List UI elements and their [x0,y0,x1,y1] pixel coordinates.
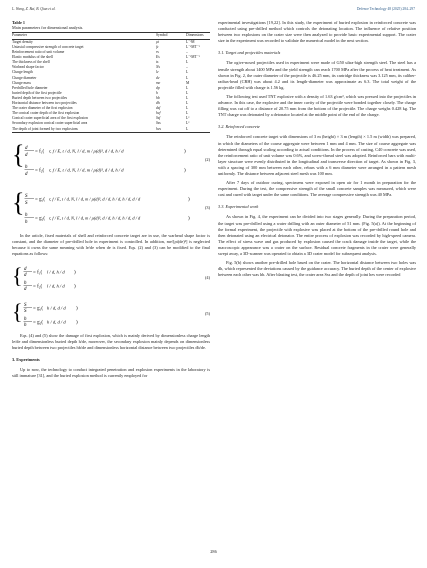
parameter-cell: Charge length [12,70,33,75]
svg-text:{: { [12,139,25,169]
svg-text:= f₁(: = f₁( [33,270,43,276]
parameter-cell: Warhead shape factor [12,65,44,70]
equation-2 [12,139,210,181]
table-title: Main parameters for dimensional analysis. [12,25,84,31]
svg-text:d: d [25,145,28,151]
symbol-cell: me [156,80,161,85]
dimensions-cell: L [186,127,210,133]
parameter-cell: The thickness of the shell [12,60,50,65]
paragraph-concrete-target: The reinforced concrete target with dimensions of 3 m (height) × 3 m (length) × 1.5 m (width) was prepared, in which the diameters of the coarse aggregate were between 1 mm and 4 mm. The size of coarse aggregate was determined through equal scaling according to actual conditions. In the process of casting, C40 concrete was used, the reinforcement ratio of unit volume was 0.6%, and screw-thread steel was adopted. Reinforced bars with multi-layer structure were evenly distributed in the longitudinal and transverse direction of target. As shown in Fig. 3, with a spacing of 300 mm between each other, rebars with a 6 mm diameter were arranged in a pattern mesh uniformly. The distance between adjacent steel mesh was 100 mm. [218,134,416,176]
paragraph-experiments-intro: Up to now, the technology to conduct integrated penetration and explosion experiments in the laboratory is still immature [31], and the buried explosion method is currently employed for [12,367,210,379]
parameter-cell: buried depth of the first projectile [12,90,62,95]
symbol-cell: Es [156,55,160,60]
dimensions-cell: L [186,101,189,106]
paragraph-experimental-work: As shown in Fig. 4, the experiment can be divided into two stages generally. During the preparation period, the target was pre-drilled using a water drilling with an outer diameter of 51 mm. (Fig. 5(a)). At the beginning of the formal experiment, the projectile with explosive was placed at the bottom of the pre-drilled round hole and then detonated using an electrical detonator. The entire process of explosion was recorded by high-speed camera. The effect of stress wave and gas produced by explosion caused the crack damage inside the target, while the macroscopic appearance was a crater on the surface. Residual concrete fragments in the crater were generally swept away, a 3D-scanner was operated to obtain a 3D crater model for subsequent analysis. [218,214,416,256]
paragraph-explosive: The following test used TNT explosive with a density of 1.63 g/cm³, which was pressed into the projectiles in advance. In this case, the explosive and the inner cavity of the projectile were bonded together closely. The charge filling was cut off to a distance of 20.75 mm from the bottom of the projectile. The charge weighs 0.428 kg. The TNT charge was detonated by a detonator located at the middle point of the end of the charge. [218,93,416,118]
symbol-cell: ρt [156,39,159,44]
subsection-3-2-heading: 3.2. Reinforced concrete [218,124,260,130]
equation-5 [12,299,210,329]
svg-text:): ) [76,320,78,326]
symbol-cell: hes [156,127,186,133]
equation-3-number: (3) [204,204,210,210]
svg-text:{: { [12,187,25,217]
svg-text:): ) [188,216,190,222]
header-parameter: Parameter [12,32,156,39]
parameter-cell: Charge diameter [12,75,37,80]
parameter-cell: The depth of joint formed by two explosions [12,127,156,133]
svg-text:r, f / E, t / d, N, l / d, m /: r, f / E, t / d, N, l / d, m / ρ(d)³, d / d, h / d [49,148,124,154]
dimensions-cell: – [186,50,188,55]
parameter-cell: The conical crater depth of the first explosion [12,111,80,116]
table-caption [12,20,210,31]
svg-text:d: d [25,152,28,158]
svg-text:h: h [24,280,27,286]
svg-text:h / d, d / d: h / d, d / d [47,319,66,325]
svg-text:{: { [12,262,23,288]
parameter-cell: Target density [12,39,33,44]
dimensions-cell: L⁻¹MT⁻² [186,45,200,49]
symbol-cell: dh [156,101,160,106]
dimensions-cell: L [186,75,189,80]
equation-4-graphic [12,263,132,293]
table-label: Table 1 [12,20,25,25]
parameter-cell: Horizontal distance between two projectiles [12,101,77,106]
svg-text:r, f / E, t / d, N, l / d, m /: r, f / E, t / d, N, l / d, m / ρ(d)³, d / d, h / d, h / d, d / d [49,196,141,202]
svg-text:{: { [12,298,23,324]
equation-3 [12,187,210,229]
dimensions-cell: L⁻³M [186,39,195,44]
symbol-cell: dp [156,85,160,90]
table-row [12,127,210,133]
svg-text:h: h [24,316,27,322]
svg-text:d: d [24,266,27,272]
svg-text:= f₂(: = f₂( [33,284,43,290]
parameters-table [12,32,210,133]
parameter-cell: Conical crater superficial area of the first explosion [12,116,88,121]
symbol-cell: dsf [156,106,161,111]
parameter-cell: Charge mass [12,80,31,85]
dimensions-cell: L [186,60,189,65]
svg-text:): ) [74,284,76,290]
dimensions-cell: – [186,65,188,70]
paragraph-final-equations: In the article, fixed materials of shell and reinforced concrete target are in use, the warhead shape factor is constant, and the diameter of pre-drilled hole in experiment is controlled. In addition, me/[ρt(de)³] is neglected because it owns the same meaning with le/de when de is fixed. Eqs. (2) and (3) can be modified to the final equations as follows: [12,232,210,256]
svg-text:h: h [25,219,28,225]
svg-text:= g₂(: = g₂( [35,216,45,222]
svg-text:h: h [25,164,28,170]
symbol-cell: hef [156,111,161,116]
right-column [218,20,416,281]
parameter-cell: Uniaxial compressive strength of concrete target [12,45,84,49]
dimensions-cell: L [186,111,189,116]
header-symbol: Symbol [156,32,186,39]
header-dimensions: Dimensions [186,32,210,39]
parameter-cell: Secondary explosion conical crater superficial area [12,121,88,126]
equation-5-graphic [12,299,132,329]
svg-text:l / d, h / d: l / d, h / d [47,283,65,289]
symbol-cell: de [156,75,160,80]
page-number: 286 [210,549,217,554]
svg-text:S: S [25,193,28,199]
svg-text:= f₁(: = f₁( [35,149,45,155]
svg-text:d: d [24,272,27,278]
dimensions-cell: L² [186,121,190,126]
svg-text:l / d, h / d: l / d, h / d [47,269,65,275]
equation-3-graphic [12,187,192,229]
equation-2-number: (2) [204,156,210,162]
svg-text:r, f / E, t / d, N, l / d, m /: r, f / E, t / d, N, l / d, m / ρ(d)³, d / d, h / d, h / d, d / d [49,215,141,221]
svg-text:h: h [24,322,27,328]
equation-2-graphic [12,139,192,181]
svg-text:): ) [184,168,186,174]
header-journal [357,7,415,11]
paragraph-damage: Eqs. (4) and (5) show the damage of first explosion, which is mainly derived by dimensionless charge length le/de and dimensionless buried depth h/de, moreover, the secondary explosion mainly depends on dimensionless buried depth between two projectiles hb/de and dimensionless horizontal distance between two projectiles db/de. [12,332,210,351]
paragraph-curing: After 7 days of outdoor curing, specimens were exposed in open air for 1 month in preparation for the experiment. During the test, the compressive strength of the small concrete samples was measured, which were cast and cured with target under the same conditions. The average compressive strength was 40 MPa. [218,180,416,198]
symbol-cell: hb [156,95,160,100]
dimensions-cell: L² [186,116,190,121]
parameter-cell: Predrilled hole diameter [12,85,48,90]
svg-text:= f₂(: = f₂( [35,168,45,174]
paragraph-continued: experimental investigations [19,22]. In this study, the experiment of buried explosion in reinforced concrete was conducted using pre-drilled method which controls the detonating location. The influence of relative position between two explosions on the crater size were then analyzed to provide basic experimental support. The crater size in the experiment was recorded to validate the numerical model in the next section. [218,20,416,44]
subsection-3-1-heading: 3.1. Target and projectiles materials [218,50,281,56]
symbol-cell: Ssf [156,116,161,121]
svg-text:h: h [25,212,28,218]
svg-text:= g₂(: = g₂( [33,320,43,326]
svg-text:h / d, d / d: h / d, d / d [47,305,66,311]
svg-text:S: S [24,302,27,308]
paragraph-second-hole: Fig. 5(b) shows another pre-drilled hole based on the crater. The horizontal distance between two holes was dh, which represented the deviations caused by the guidance accuracy. The buried depth of the center of explosive between each other was hb. After blasting test, the crater area Sss and the depth of joint hes were recorded [218,260,416,278]
dimensions-cell: L [186,106,189,111]
table-body [12,39,210,132]
symbol-cell: le [156,70,159,75]
symbol-cell: rs [156,50,159,55]
svg-text:= g₁(: = g₁( [35,197,45,203]
paragraph-projectiles: The ogive-nosed projectiles used in experiment were made of G50 ultra-high strength steel. The steel has a tensile strength about 1400 MPa and the yield strength can reach 1700 MPa after the process of heat treatment. As shown in Fig. 2, the outer diameter of the projectile is 46.25 mm, its cartridge thickness was 3.125 mm, its caliber-radius-head (CRH) was about 4.2 and its length-diameter was approximate as 6.3. The total weight of the projectile filled with charge is 1.56 kg. [218,60,416,90]
parameter-cell: Reinforcement ratio of unit volume [12,50,65,55]
section-3-heading: 3. Experiments [12,357,40,363]
svg-text:d: d [24,286,27,292]
parameter-cell: The crater diameter of the first explosion [12,106,73,111]
symbol-cell: ts [156,60,159,65]
svg-text:S: S [24,308,27,314]
symbol-cell: fc [156,45,159,49]
dimensions-cell: L [186,70,189,75]
svg-text:d: d [25,171,28,177]
equation-5-number: (5) [204,310,210,316]
journal-link[interactable]: Defence Technology 48 (2025) 284–297 [356,7,415,11]
symbol-cell: Ns [156,65,160,70]
table-header-row [12,32,210,39]
svg-text:): ) [74,270,76,276]
equation-4-number: (4) [204,274,210,280]
svg-text:): ) [184,149,186,155]
svg-text:r, f / E, t / d, N, l / d, m /: r, f / E, t / d, N, l / d, m / ρ(d)³, d / d, h / d [49,167,124,173]
dimensions-cell: L⁻¹MT⁻² [186,55,200,60]
dimensions-cell: L [186,85,189,90]
svg-text:): ) [76,306,78,312]
left-column [12,20,210,383]
dimensions-cell: M [186,80,190,85]
dimensions-cell: L [186,90,189,95]
svg-text:= g₁(: = g₁( [33,306,43,312]
symbol-cell: Sss [156,121,161,126]
symbol-cell: h [156,90,158,95]
subsection-3-3-heading: 3.3. Experimental work [218,204,259,210]
parameter-cell: Elastic modulus of the shell [12,55,53,60]
header-authors: L. Wang, Z. Bai, B. Qian et al. [12,7,56,11]
parameter-cell: Buried depth between two projectiles [12,95,68,100]
svg-text:S: S [25,200,28,206]
dimensions-cell: L [186,95,189,100]
equation-4 [12,263,210,293]
running-header [12,7,415,17]
svg-text:): ) [188,197,190,203]
